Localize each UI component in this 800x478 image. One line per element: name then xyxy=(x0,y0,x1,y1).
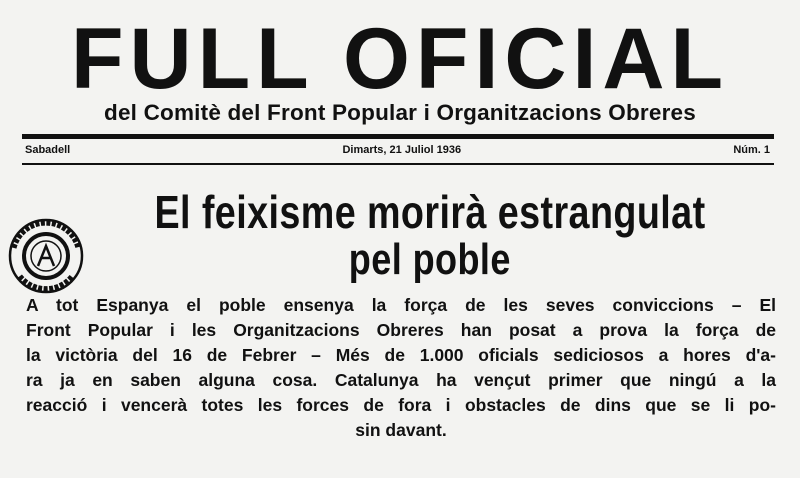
issue-number: Núm. 1 xyxy=(733,144,770,156)
bottom-rule xyxy=(22,163,774,165)
headline-line-1: El feixisme morirà estrangulat xyxy=(154,186,706,238)
masthead-title: FULL OFICIAL xyxy=(70,11,729,107)
top-rule xyxy=(22,134,774,139)
headline-row-1 xyxy=(100,188,760,236)
dateline-date: Dimarts, 21 Juliol 1936 xyxy=(342,144,462,156)
headline-row-2 xyxy=(100,236,760,284)
dateline xyxy=(25,143,770,157)
archive-stamp-icon xyxy=(8,218,84,294)
body-line: Front Popular i les Organitzacions Obreres han posat a prova la força de xyxy=(26,320,776,340)
body-line: la victòria del 16 de Febrer – Més de 1.000 oficials sediciosos a hores d'a- xyxy=(26,345,776,365)
headline-line-2: pel poble xyxy=(348,235,512,284)
dateline-place: Sabadell xyxy=(25,144,71,156)
body-line: sin davant. xyxy=(355,420,447,440)
body-line: reacció i vencerà totes les forces de fora i obstacles de dins que se li po- xyxy=(26,395,776,415)
body-line: ra ja en saben alguna cosa. Catalunya ha vençut primer que ningú a la xyxy=(26,370,776,390)
masthead-subtitle: del Comitè del Front Popular i Organitzacions Obreres xyxy=(104,100,696,125)
body-line: A tot Espanya el poble ensenya la força de les seves conviccions – El xyxy=(26,295,776,315)
